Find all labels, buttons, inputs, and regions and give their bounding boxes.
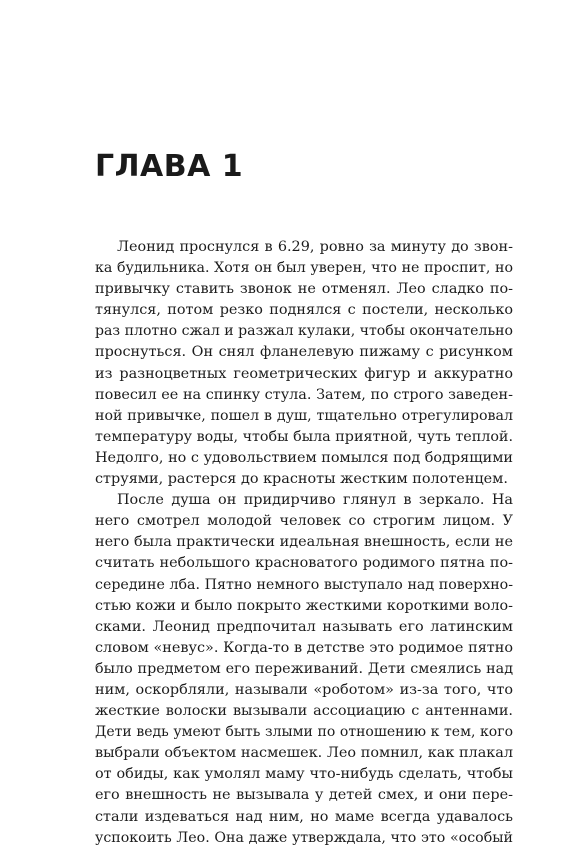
text-line: повесил ее на спинку стула. Затем, по строго заведен- xyxy=(95,386,513,403)
text-line: раз плотно сжал и разжал кулаки, чтобы окончательно xyxy=(95,323,513,340)
text-line: него была практически идеальная внешность, если не xyxy=(95,534,513,551)
chapter-body xyxy=(95,237,513,849)
text-line: выбрали объектом насмешек. Лео помнил, как плакал xyxy=(95,745,513,762)
text-line: ним, оскорбляли, называли «роботом» из-за того, что xyxy=(95,681,513,698)
text-line: тянулся, потом резко поднялся с постели, несколько xyxy=(95,302,513,319)
text-line: него смотрел молодой человек со строгим лицом. У xyxy=(95,513,513,530)
chapter-title: ГЛАВА 1 xyxy=(95,149,244,184)
text-line: стали издеваться над ним, но маме всегда удавалось xyxy=(95,808,513,825)
text-line: После душа он придирчиво глянул в зеркало. На xyxy=(117,492,513,509)
text-line: было предметом его переживаний. Дети смеялись над xyxy=(95,660,513,677)
text-line: середине лба. Пятно немного выступало над поверхно- xyxy=(95,576,513,593)
text-line: его внешность не вызывала у детей смех, и они пере- xyxy=(95,787,513,804)
paragraph-2 xyxy=(95,490,513,849)
text-line: Дети ведь умеют быть злыми по отношению к тем, кого xyxy=(95,724,513,741)
text-line: температуру воды, чтобы была приятной, чуть теплой. xyxy=(95,428,513,445)
text-line: привычку ставить звонок не отменял. Лео сладко по- xyxy=(95,281,513,298)
text-line: словом «невус». Когда-то в детстве это родимое пятно xyxy=(95,639,513,656)
text-line: успокоить Лео. Она даже утверждала, что это «особый xyxy=(95,829,513,846)
text-line: струями, растерся до красноты жестким полотенцем. xyxy=(95,471,508,488)
text-line: сками. Леонид предпочитал называть его латинским xyxy=(95,618,513,635)
text-line: жесткие волоски вызывали ассоциацию с антеннами. xyxy=(95,703,513,720)
text-line: стью кожи и было покрыто жесткими короткими воло- xyxy=(95,597,513,614)
paragraph-1 xyxy=(95,237,513,490)
text-line: от обиды, как умолял маму что-нибудь сделать, чтобы xyxy=(95,766,513,783)
text-line: Леонид проснулся в 6.29, ровно за минуту до звон- xyxy=(117,239,513,255)
text-line: ка будильника. Хотя он был уверен, что не проспит, но xyxy=(95,260,513,277)
text-line: Недолго, но с удовольствием помылся под бодрящими xyxy=(95,449,513,466)
text-line: ной привычке, пошел в душ, тщательно отрегулировал xyxy=(95,407,513,424)
text-line: проснуться. Он снял фланелевую пижаму с рисунком xyxy=(95,344,513,361)
text-line: из разноцветных геометрических фигур и аккуратно xyxy=(95,365,513,382)
text-line: считать небольшого красноватого родимого пятна по- xyxy=(95,555,513,572)
